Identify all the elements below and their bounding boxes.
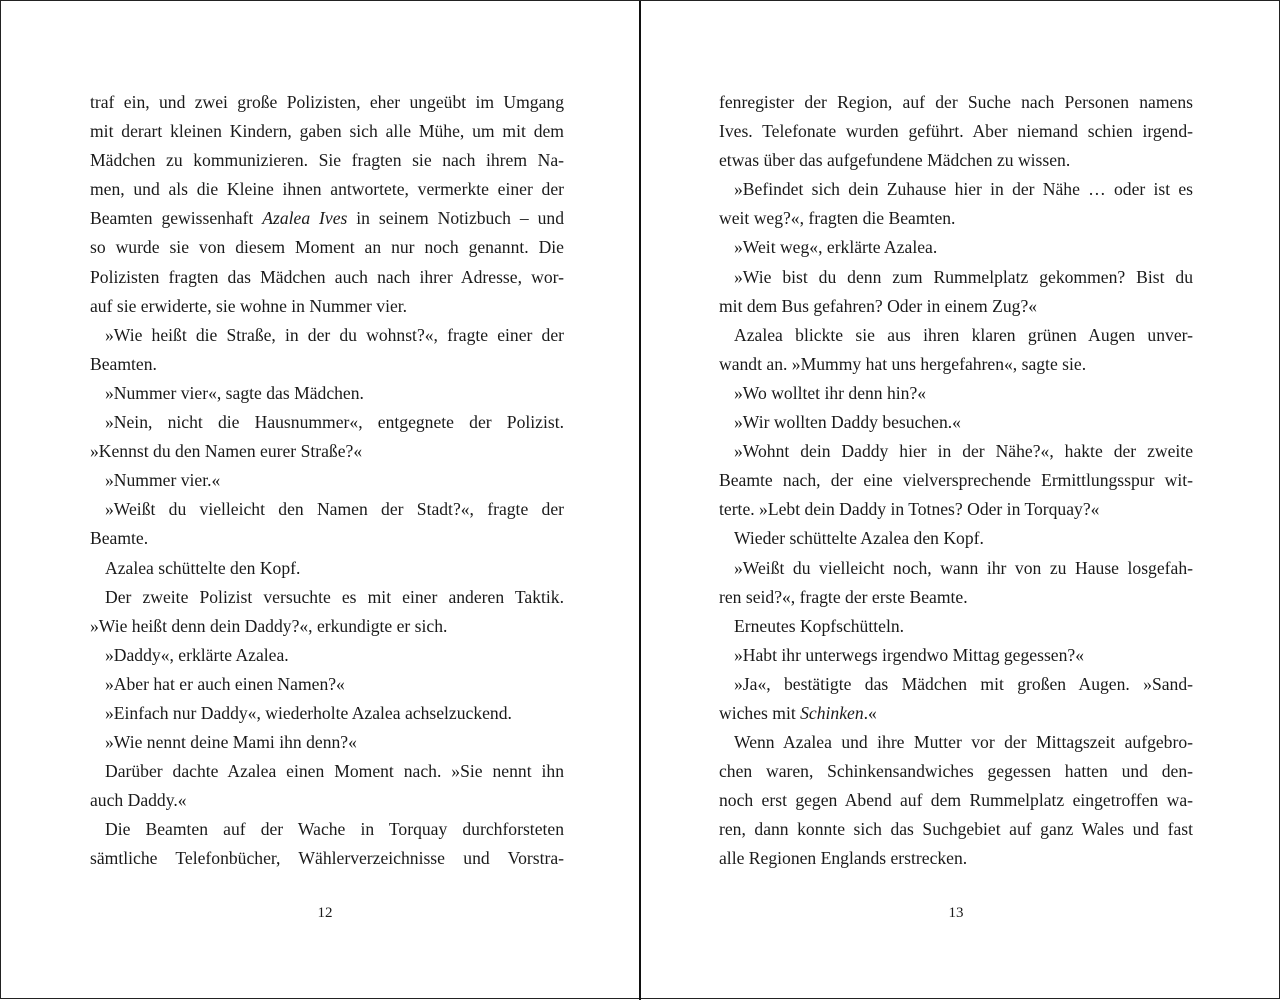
- text-line: »Aber hat er auch einen Namen?«: [105, 673, 345, 694]
- text-line: »Habt ihr unterwegs irgendwo Mittag gegessen?«: [734, 644, 1085, 665]
- left-page-text: [90, 88, 564, 874]
- text-line: »Wie heißt die Straße, in der du wohnst?«, fragte einer der: [105, 324, 564, 345]
- text-line: fenregister der Region, auf der Suche nach Personen namens: [719, 92, 1193, 112]
- text-line: »Kennst du den Namen eurer Straße?«: [90, 441, 363, 462]
- italic-text: Azalea Ives: [262, 208, 348, 229]
- text-line: so wurde sie von diesem Moment an nur noch genannt. Die: [90, 237, 564, 258]
- text-line: Wenn Azalea und ihre Mutter vor der Mittagszeit aufgebro-: [734, 732, 1193, 753]
- left-page-paragraphs: [90, 88, 564, 874]
- text-line: »Befindet sich dein Zuhause hier in der Nähe … oder ist es: [734, 179, 1193, 200]
- text-line: mit dem Bus gefahren? Oder in einem Zug?«: [719, 295, 1038, 316]
- text-line: ren, dann konnte sich das Suchgebiet auf ganz Wales und fast: [719, 819, 1193, 840]
- text-line: Beamte.: [90, 528, 149, 549]
- left-page-number: 12: [317, 905, 333, 921]
- right-page-number: 13: [948, 905, 964, 921]
- text-line: sämtliche Telefonbücher, Wählerverzeichnisse und Vorstra-: [90, 848, 564, 869]
- text-line: wandt an. »Mummy hat uns hergefahren«, sagte sie.: [719, 353, 1087, 374]
- right-page-text: [719, 88, 1193, 874]
- text-line: »Wo wolltet ihr denn hin?«: [734, 382, 927, 403]
- text-line: »Nummer vier.«: [105, 470, 221, 491]
- text-line: alle Regionen Englands erstrecken.: [719, 848, 968, 869]
- text-line: wiches mit Schinken.«: [719, 702, 877, 723]
- text-line: Polizisten fragten das Mädchen auch nach ihrer Adresse, wor-: [90, 266, 564, 287]
- text-line: etwas über das aufgefundene Mädchen zu wissen.: [719, 150, 1071, 171]
- text-line: »Wohnt dein Daddy hier in der Nähe?«, hakte der zweite: [734, 441, 1193, 462]
- text-line: ren seid?«, fragte der erste Beamte.: [719, 586, 968, 607]
- text-line: »Nein, nicht die Hausnummer«, entgegnete der Polizist.: [105, 412, 564, 433]
- text-line: »Ja«, bestätigte das Mädchen mit großen Augen. »Sand-: [734, 673, 1193, 694]
- text-line: auf sie erwiderte, sie wohne in Nummer vier.: [90, 295, 408, 316]
- text-line: Darüber dachte Azalea einen Moment nach. »Sie nennt ihn: [105, 761, 564, 782]
- text-line: »Wie nennt deine Mami ihn denn?«: [105, 732, 357, 753]
- text-line: Azalea schüttelte den Kopf.: [105, 557, 301, 578]
- text-line: mit derart kleinen Kindern, gaben sich alle Mühe, um mit dem: [90, 121, 564, 142]
- text-line: chen waren, Schinkensandwiches gegessen hatten und den-: [719, 761, 1193, 782]
- text-line: Beamte nach, der eine vielversprechende Ermittlungsspur wit-: [719, 470, 1193, 491]
- text-line: noch erst gegen Abend auf dem Rummelplatz eingetroffen wa-: [719, 790, 1193, 811]
- text-line: »Daddy«, erklärte Azalea.: [105, 644, 289, 665]
- italic-text: Schinken: [800, 702, 864, 723]
- text-line: Wieder schüttelte Azalea den Kopf.: [734, 528, 984, 549]
- text-line: Beamten gewissenhaft Azalea Ives in seinem Notizbuch – und: [90, 208, 564, 229]
- text-line: traf ein, und zwei große Polizisten, eher ungeübt im Umgang: [90, 92, 564, 112]
- text-line: Der zweite Polizist versuchte es mit einer anderen Taktik.: [105, 586, 564, 607]
- text-line: »Einfach nur Daddy«, wiederholte Azalea achselzuckend.: [105, 702, 512, 723]
- text-line: »Nummer vier«, sagte das Mädchen.: [105, 382, 364, 403]
- text-line: Azalea blickte sie aus ihren klaren grünen Augen unver-: [734, 324, 1193, 345]
- text-line: »Weißt du vielleicht den Namen der Stadt?«, fragte der: [105, 499, 564, 520]
- text-line: weit weg?«, fragten die Beamten.: [719, 208, 956, 229]
- text-line: Ives. Telefonate wurden geführt. Aber niemand schien irgend-: [719, 121, 1193, 142]
- text-line: Mädchen zu kommunizieren. Sie fragten sie nach ihrem Na-: [90, 150, 564, 171]
- text-line: »Wie heißt denn dein Daddy?«, erkundigte er sich.: [90, 615, 448, 636]
- right-page-paragraphs: [719, 88, 1193, 874]
- text-line: »Weißt du vielleicht noch, wann ihr von zu Hause losgefah-: [734, 557, 1193, 578]
- text-line: Die Beamten auf der Wache in Torquay durchforsteten: [105, 819, 564, 840]
- text-line: »Wir wollten Daddy besuchen.«: [734, 412, 961, 433]
- text-line: auch Daddy.«: [90, 790, 187, 811]
- text-line: men, und als die Kleine ihnen antwortete, vermerkte einer der: [90, 179, 564, 200]
- text-line: Beamten.: [90, 353, 157, 374]
- page-gutter-divider: [639, 1, 641, 1000]
- text-line: »Weit weg«, erklärte Azalea.: [734, 237, 938, 258]
- text-line: »Wie bist du denn zum Rummelplatz gekommen? Bist du: [734, 266, 1193, 287]
- text-line: Erneutes Kopfschütteln.: [734, 615, 905, 636]
- text-line: terte. »Lebt dein Daddy in Totnes? Oder in Torquay?«: [719, 499, 1100, 520]
